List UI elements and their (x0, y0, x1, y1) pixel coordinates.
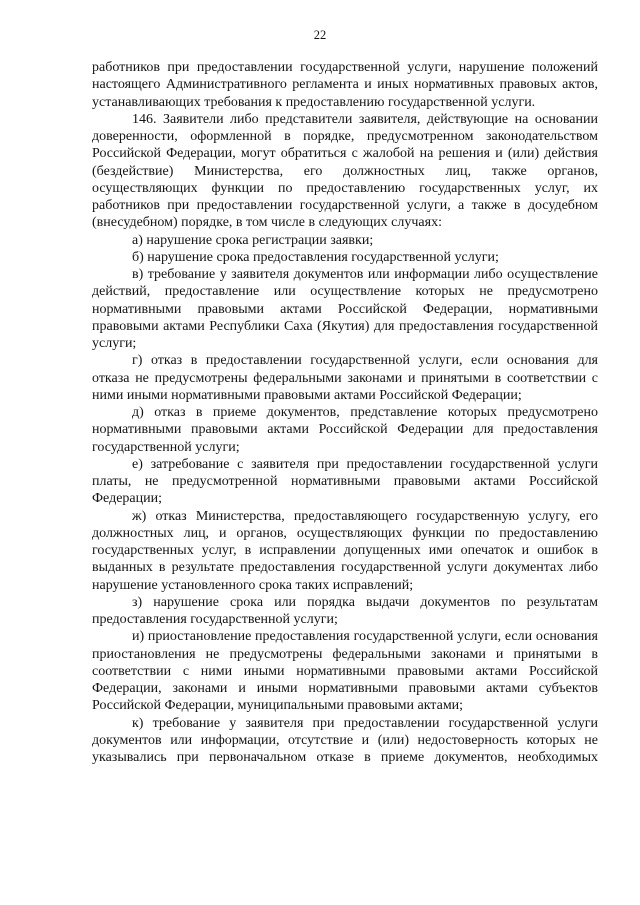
list-item-d: д) отказ в приеме документов, представление которых предусмотрено нормативными правовыми актами Российской Федерации для предоставления государственной услуги; (92, 405, 598, 455)
list-item-g: г) отказ в предоставлении государственной услуги, если основания для отказа не предусмотрены федеральными законами и принятыми в соответствии с ними иными нормативными правовыми актами Российской Федерации; (92, 353, 598, 403)
document-body (92, 59, 598, 766)
page-number: 22 (313, 28, 327, 42)
paragraph-continuation: работников при предоставлении государственной услуги, нарушение положений настоящего Административного регламента и иных нормативных правовых актов, устанавливающих требования к предоставлению государственной услуги. (92, 60, 598, 110)
list-item-v: в) требование у заявителя документов или информации либо осуществление действий, предоставление или осуществление которых не предусмотрено нормативными правовыми актами Российской Федерации, нормативными правовыми актами Республики Саха (Якутия) для предоставления государственной услуги; (92, 267, 598, 351)
list-item-e: е) затребование с заявителя при предоставлении государственной услуги платы, не предусмотренной нормативными правовыми актами Российской Федерации; (92, 456, 598, 507)
paragraph-146: 146. Заявители либо представители заявителя, действующие на основании доверенности, оформленной в порядке, предусмотренном законодательством Российской Федерации, могут обратиться с жалобой на решения и (или) действия (бездействие) Министерства, его должностных лиц, также органов, осуществляющих функции по предоставлению государственных услуг, их работников при предоставлении государственной услуги, а также в досудебном (внесудебном) порядке, в том числе в следующих случаях: (92, 111, 598, 231)
list-item-b: б) нарушение срока предоставления государственной услуги; (132, 249, 499, 265)
list-item-z: з) нарушение срока или порядка выдачи документов по результатам предоставления государственной услуги; (92, 594, 598, 627)
list-item-k: к) требование у заявителя при предоставлении государственной услуги документов или информации, отсутствие и (или) недостоверность которых не указывались при первоначальном отказе в приеме документов, необходимых (92, 715, 598, 765)
list-item-zh: ж) отказ Министерства, предоставляющего государственную услугу, его должностных лиц, и органов, осуществляющих функции по предоставлению государственных услуг, в исправлении допущенных ими опечаток и ошибок в выданных в результате предоставления государственной услуги документах либо нарушение установленного срока таких исправлений; (92, 508, 598, 593)
list-item-a: а) нарушение срока регистрации заявки; (132, 232, 374, 248)
list-item-i: и) приостановление предоставления государственной услуги, если основания приостановления не предусмотрены федеральными законами и принятыми в соответствии с ними иными нормативными правовыми актами Российской Федерации, законами и иными нормативными правовыми актами субъектов Российской Федерации, муниципальными правовыми актами; (92, 629, 598, 714)
